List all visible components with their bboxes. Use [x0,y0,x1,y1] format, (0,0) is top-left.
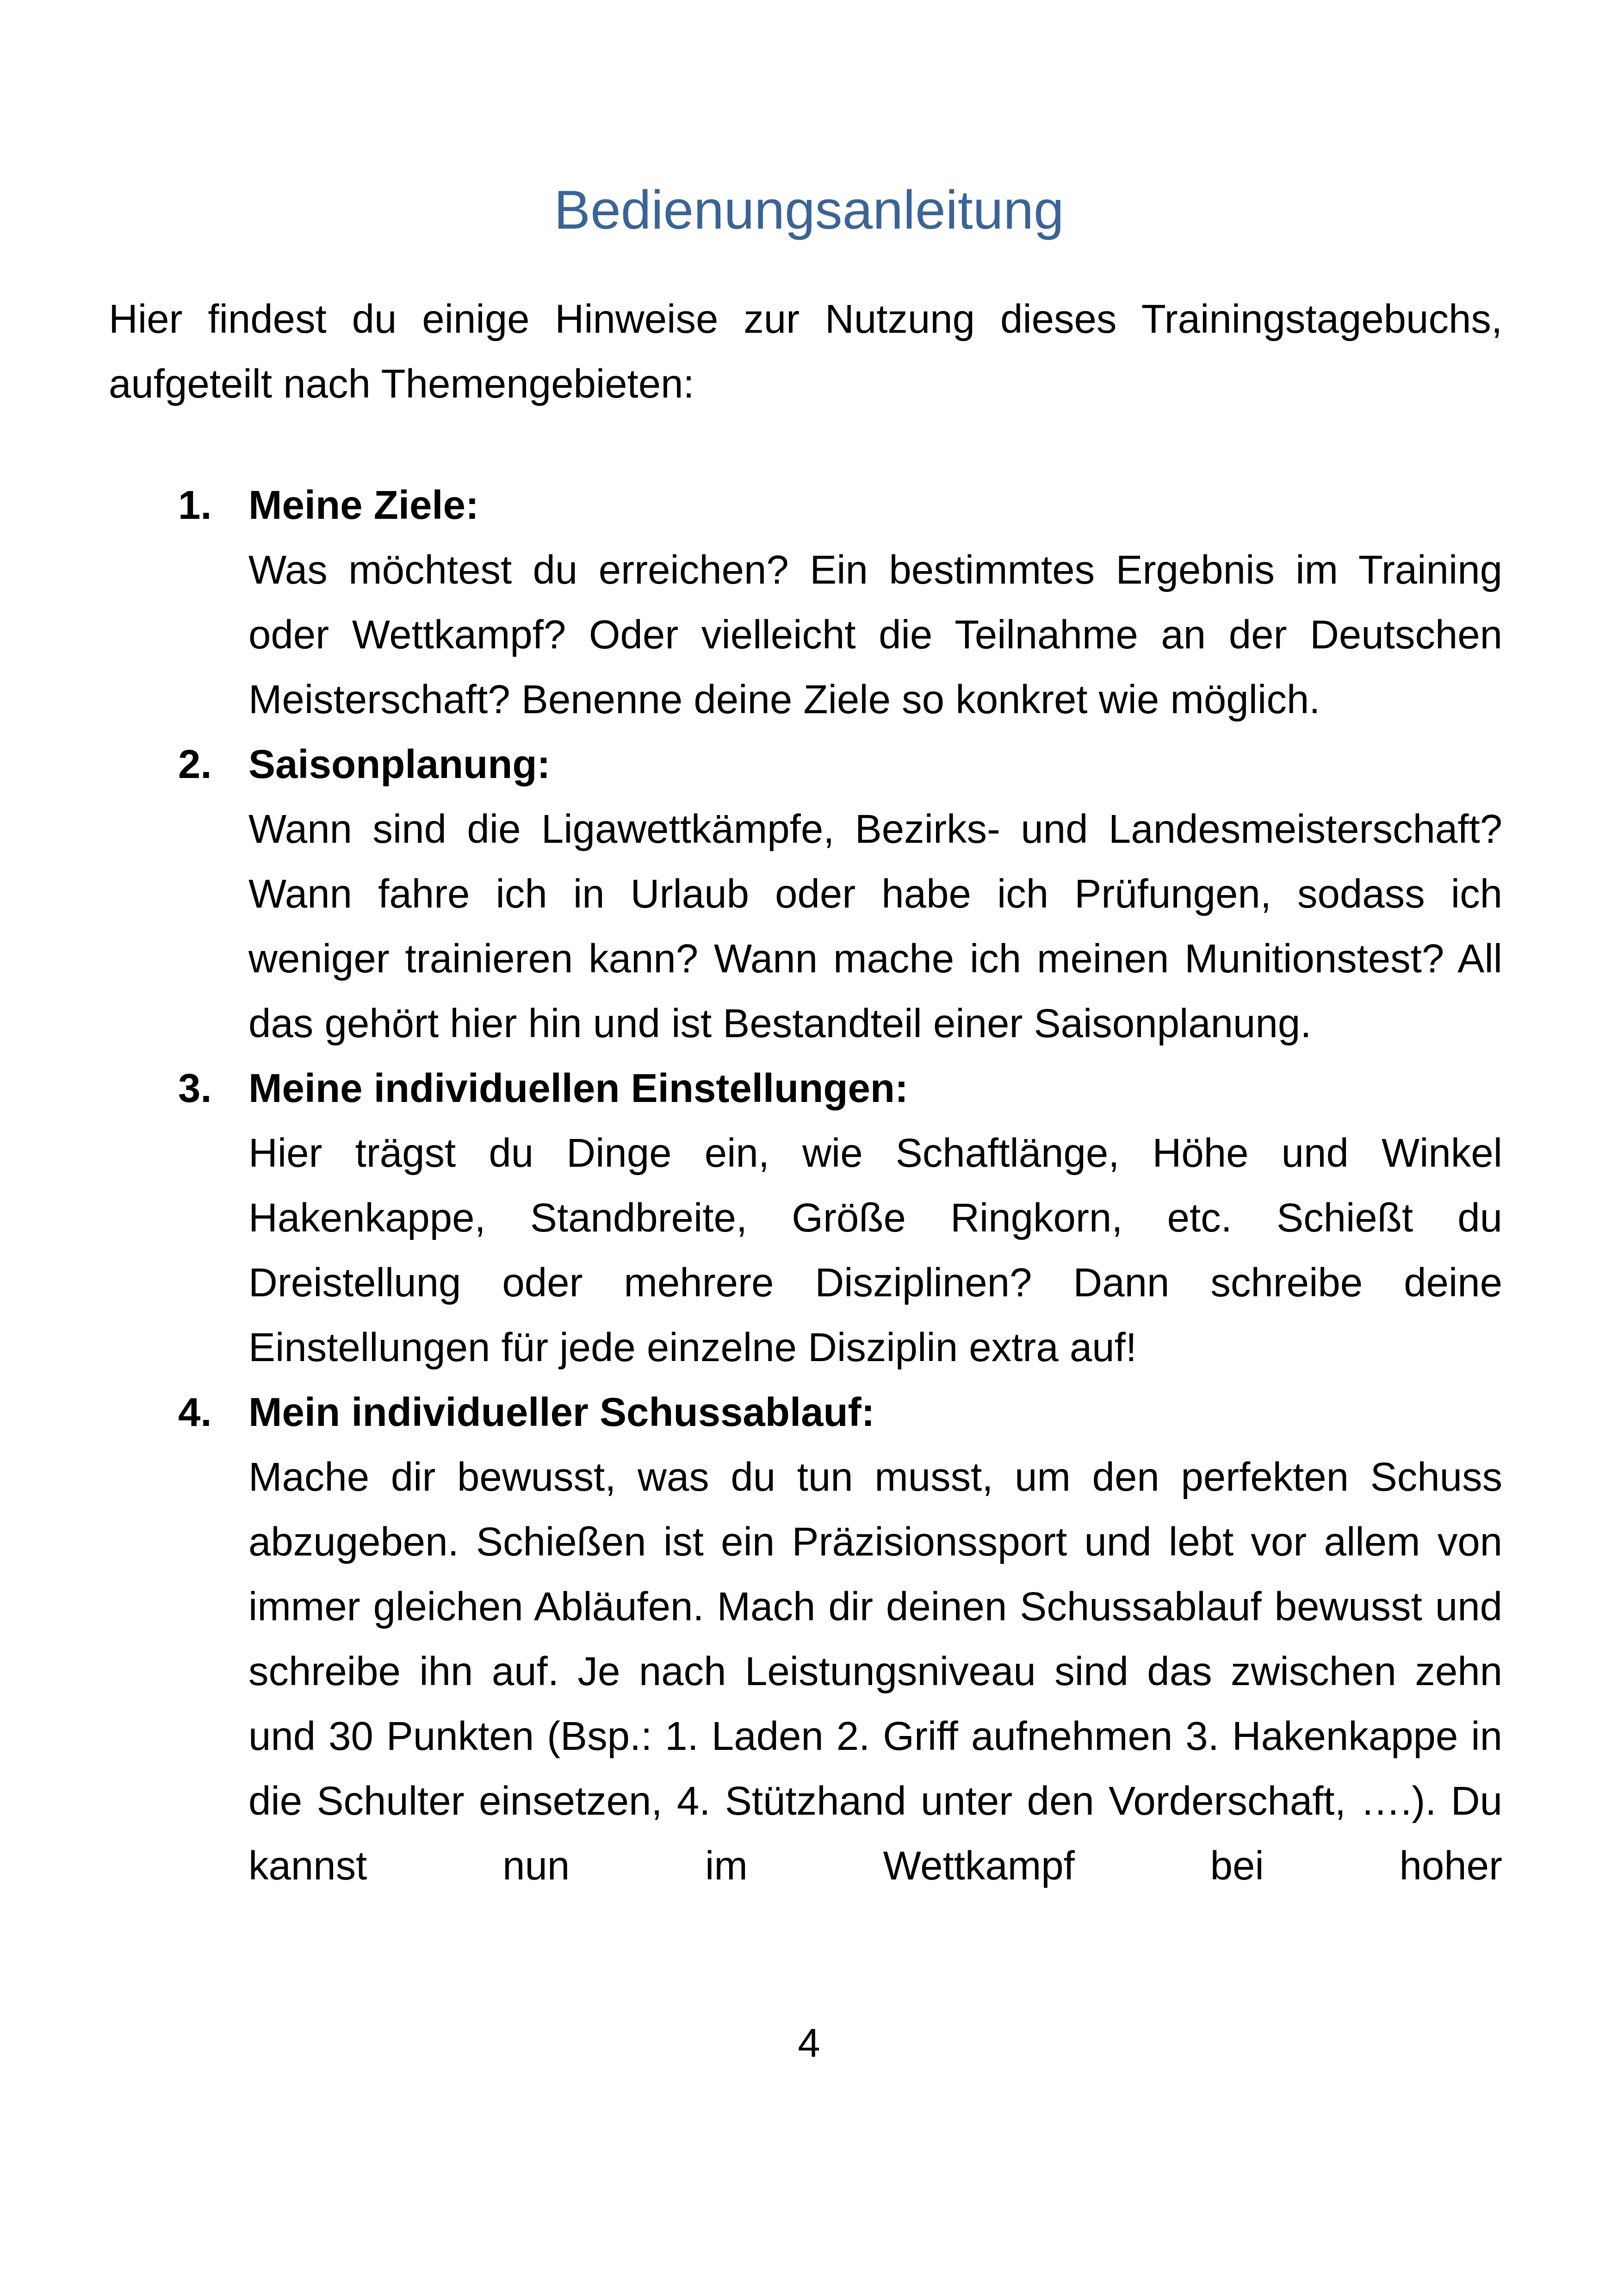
list-item-number: 2. [178,742,212,787]
list-item-heading: Saisonplanung: [248,742,551,787]
list-item-body: Wann sind die Ligawettkämpfe, Bezirks- und Landesmeisterschaft? Wann fahre ich in Urlaub oder habe ich Prüfungen, sodass ich weniger trainieren kann? Wann mache ich meinen Munitionstest? All das gehört hier hin und ist Bestandteil einer Saisonplanung. [248,807,1502,1046]
list-item-heading: Meine individuellen Einstellungen: [248,1066,908,1111]
list-item-body: Hier trägst du Dinge ein, wie Schaftlänge, Höhe und Winkel Hakenkappe, Standbreite, Größe Ringkorn, etc. Schießt du Dreistellung oder mehrere Disziplinen? Dann schreibe deine Einstellungen für jede einzelne Disziplin extra auf! [248,1131,1502,1370]
topic-list [178,473,1502,1898]
list-item [178,1056,1502,1380]
list-item-number: 4. [178,1390,212,1435]
page-number: 4 [798,2021,820,2066]
list-item [178,1380,1502,1898]
list-item-number: 1. [178,483,212,528]
list-item-heading: Mein individueller Schussablauf: [248,1390,875,1435]
list-item [178,732,1502,1056]
list-item [178,473,1502,732]
list-item-body: Was möchtest du erreichen? Ein bestimmtes Ergebnis im Training oder Wettkampf? Oder vielleicht die Teilnahme an der Deutschen Meisterschaft? Benenne deine Ziele so konkret wie möglich. [248,548,1502,722]
list-item-body: Mache dir bewusst, was du tun musst, um den perfekten Schuss abzugeben. Schießen ist ein Präzisionssport und lebt vor allem von immer gleichen Abläufen. Mach dir deinen Schussablauf bewusst und schreibe ihn auf. Je nach Leistungsniveau sind das zwischen zehn und 30 Punkten (Bsp.: 1. Laden 2. Griff aufnehmen 3. Hakenkappe in die Schulter einsetzen, 4. Stützhand unter den Vorderschaft, ….). Du kannst nun im Wettkampf bei hoher [248,1455,1502,1888]
list-item-heading: Meine Ziele: [248,483,479,528]
intro-paragraph: Hier findest du einige Hinweise zur Nutzung dieses Trainingstagebuchs, aufgeteilt nach Themengebieten: [109,297,1502,406]
list-item-number: 3. [178,1066,212,1111]
page-title: Bedienungsanleitung [554,180,1064,241]
